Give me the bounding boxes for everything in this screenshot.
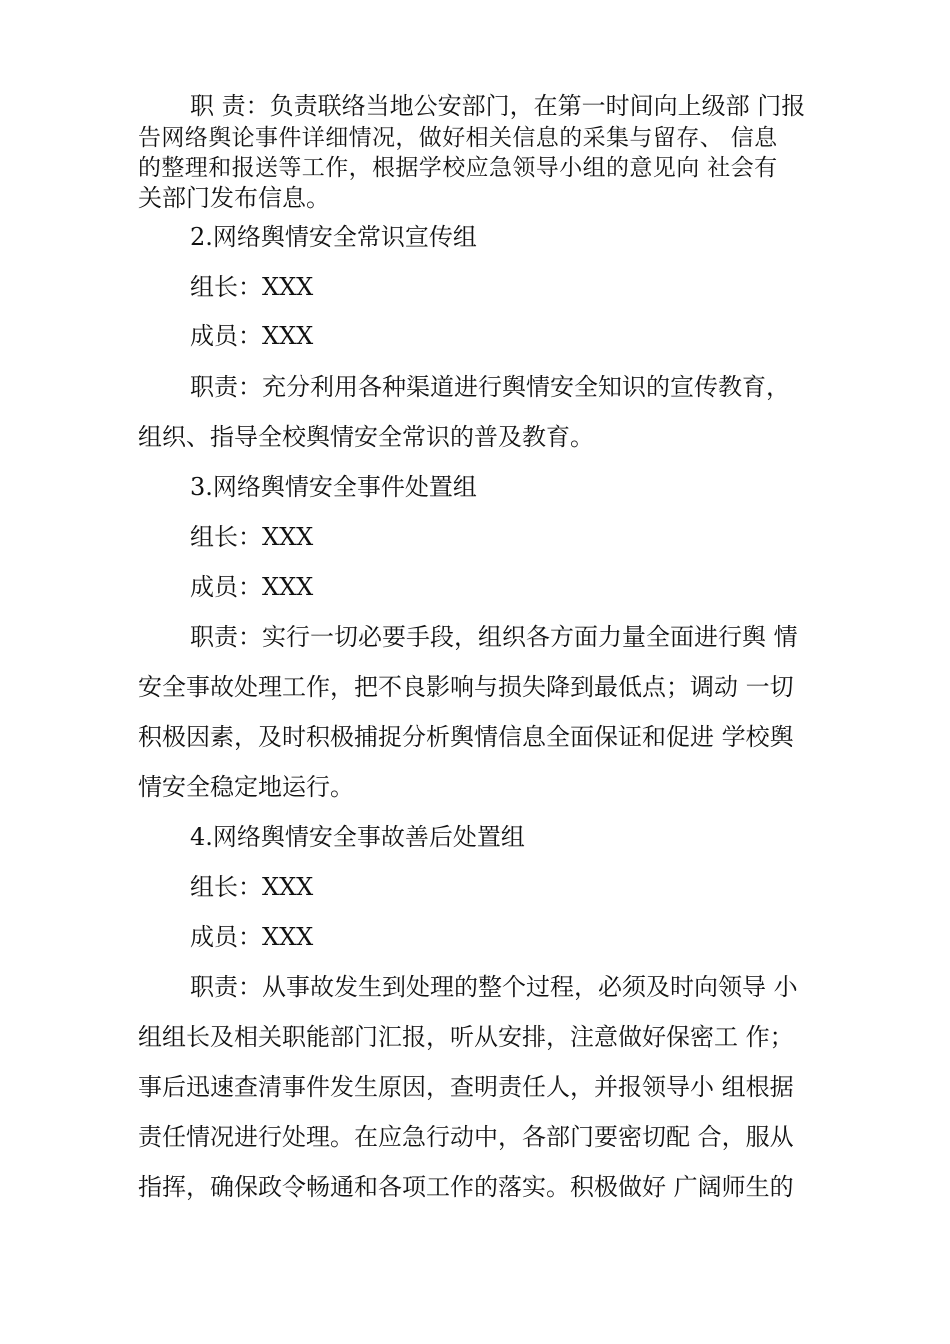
group-leader-2: 组长：XXX [190, 273, 314, 301]
duty-line-2b: 组织、指导全校舆情安全常识的普及教育。 [138, 423, 594, 451]
paragraph-line-1: 职 责：负责联络当地公安部门，在第一时间向上级部 门报 [190, 92, 806, 120]
duty-line-4c: 事后迅速查清事件发生原因，查明责任人，并报领导小 组根据 [138, 1073, 794, 1101]
duty-line-2a: 职责：充分利用各种渠道进行舆情安全知识的宣传教育， [190, 373, 790, 401]
duty-line-3c: 积极因素，及时积极捕捉分析舆情信息全面保证和促进 学校舆 [138, 723, 794, 751]
group-members-3: 成员：XXX [190, 573, 314, 601]
paragraph-line-3: 的整理和报送等工作，根据学校应急领导小组的意见向 社会有 [138, 155, 778, 181]
group-leader-3: 组长：XXX [190, 523, 314, 551]
group-members-4: 成员：XXX [190, 923, 314, 951]
section-heading-2: 2.网络舆情安全常识宣传组 [190, 223, 477, 251]
paragraph-line-2: 告网络舆论事件详细情况，做好相关信息的采集与留存、 信息 [138, 125, 778, 151]
duty-line-3b: 安全事故处理工作，把不良影响与损失降到最低点；调动 一切 [138, 673, 794, 701]
section-heading-3: 3.网络舆情安全事件处置组 [190, 473, 477, 501]
group-members-2: 成员：XXX [190, 322, 314, 350]
duty-line-3d: 情安全稳定地运行。 [138, 773, 354, 801]
paragraph-line-4: 关部门发布信息。 [138, 184, 330, 212]
duty-line-3a: 职责：实行一切必要手段，组织各方面力量全面进行舆 情 [190, 623, 798, 651]
duty-line-4d: 责任情况进行处理。在应急行动中，各部门要密切配 合，服从 [138, 1123, 794, 1151]
duty-line-4e: 指挥，确保政令畅通和各项工作的落实。积极做好 广阔师生的 [138, 1173, 794, 1201]
duty-line-4a: 职责：从事故发生到处理的整个过程，必须及时向领导 小 [190, 973, 798, 1001]
section-heading-4: 4.网络舆情安全事故善后处置组 [190, 823, 525, 851]
duty-line-4b: 组组长及相关职能部门汇报，听从安排，注意做好保密工 作； [138, 1023, 794, 1051]
group-leader-4: 组长：XXX [190, 873, 314, 901]
